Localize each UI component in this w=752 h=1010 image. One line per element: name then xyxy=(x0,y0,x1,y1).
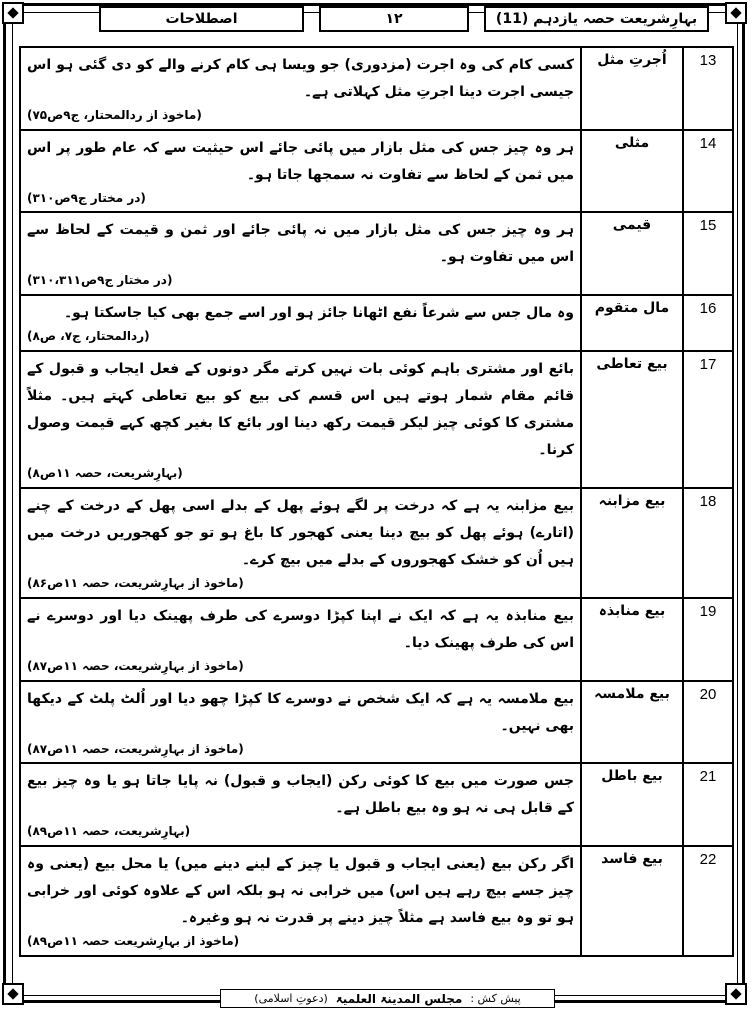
term-definition xyxy=(20,598,581,681)
table-row xyxy=(20,598,733,681)
terms-table xyxy=(19,46,734,957)
reference-citation: (ماخوذ از بہارِشریعت حصہ ۱۱ص۸۹) xyxy=(27,933,240,948)
row-number: 14 xyxy=(683,130,733,213)
table-row xyxy=(20,295,733,350)
reference-citation: (ماخوذ از بہارِشریعت، حصہ ۱۱ص۸۷) xyxy=(27,741,244,756)
term-name: مال متقوم xyxy=(581,295,683,350)
reference-citation: (در مختار ج۹ص۳۱۰) xyxy=(27,190,146,205)
definition-text: بیع منابذہ یہ ہے کہ ایک نے اپنا کپڑا دوسرے کی طرف پھینک دیا اور دوسرے نے اس کی طرف پھینک دیا۔ xyxy=(27,607,574,651)
definition-text: ہر وہ چیز جس کی مثل بازار میں پائی جائے اس حیثیت سے کہ عام طور پر اس میں ثمن کے لحاظ سے تفاوت نہ سمجھا جاتا ہو۔ xyxy=(27,139,574,183)
definition-text: بیع ملامسہ یہ ہے کہ ایک شخص نے دوسرے کا کپڑا چھو دیا اور اُلٹ پلٹ کے دیکھا بھی نہیں۔ xyxy=(27,690,574,734)
table-row xyxy=(20,130,733,213)
table-row xyxy=(20,763,733,846)
reference-citation: (بہارِشریعت، حصہ ۱۱ص۸) xyxy=(27,465,183,480)
term-definition xyxy=(20,763,581,846)
term-definition xyxy=(20,212,581,295)
row-number: 17 xyxy=(683,351,733,488)
term-definition xyxy=(20,47,581,130)
reference-citation: (ماخوذ از بہارِشریعت، حصہ ۱۱ص۸۶) xyxy=(27,575,244,590)
row-number: 19 xyxy=(683,598,733,681)
term-name: بیع ملامسہ xyxy=(581,681,683,764)
table-row xyxy=(20,681,733,764)
term-name: اُجرتِ مثل xyxy=(581,47,683,130)
term-name: بیع تعاطی xyxy=(581,351,683,488)
definition-text: وہ مال جس سے شرعاً نفع اٹھانا جائز ہو اور اسے جمع بھی کیا جاسکتا ہو۔ xyxy=(63,305,574,322)
row-number: 13 xyxy=(683,47,733,130)
row-number: 15 xyxy=(683,212,733,295)
term-definition xyxy=(20,681,581,764)
page-number: ۱۲ xyxy=(319,6,469,32)
definition-text: ہر وہ چیز جس کی مثل بازار میں نہ پائی جائے اور ثمن و قیمت کے لحاظ سے اس میں تفاوت ہو۔ xyxy=(27,222,574,266)
table-row xyxy=(20,351,733,488)
term-name: بیع فاسد xyxy=(581,846,683,956)
term-definition xyxy=(20,488,581,598)
term-name: مثلی xyxy=(581,130,683,213)
table-row xyxy=(20,212,733,295)
term-definition xyxy=(20,351,581,488)
corner-ornament-icon xyxy=(725,983,747,1005)
reference-citation: (ردالمحتار، ج۷، ص۸) xyxy=(27,329,150,344)
reference-citation: (ماخوذ از بہارِشریعت، حصہ ۱۱ص۸۷) xyxy=(27,658,244,673)
corner-ornament-icon xyxy=(725,2,747,24)
row-number: 22 xyxy=(683,846,733,956)
reference-citation: (در مختار ج۹ص۳۱۰،۳۱۱) xyxy=(27,273,173,288)
row-number: 16 xyxy=(683,295,733,350)
section-title: اصطلاحات xyxy=(99,6,304,32)
row-number: 18 xyxy=(683,488,733,598)
definition-text: اگر رکن بیع (یعنی ایجاب و قبول یا چیز کے لینے دینے میں) یا محل بیع (یعنی وہ چیز جسے بیچ رہے ہیں اس) میں خرابی نہ ہو بلکہ اس کے علاوہ کوئی اور خرابی ہو تو وہ بیع فاسد ہے مثلاً چیز دینے پر قدرت نہ ہو وغیرہ۔ xyxy=(27,855,574,926)
row-number: 21 xyxy=(683,763,733,846)
term-name: قیمی xyxy=(581,212,683,295)
term-name: بیع منابذہ xyxy=(581,598,683,681)
footer-prefix: پیش کش : xyxy=(470,992,521,1005)
definition-text: جس صورت میں بیع کا کوئی رکن (ایجاب و قبول) نہ پایا جاتا ہو یا وہ چیز بیع کے قابل ہی نہ ہو وہ بیع باطل ہے۔ xyxy=(27,773,574,817)
term-definition xyxy=(20,846,581,956)
definition-text: کسی کام کی وہ اجرت (مزدوری) جو ویسا ہی کام کرنے والے کو دی گئی ہو اس جیسی اجرت دینا اجرتِ مثل کہلاتی ہے۔ xyxy=(27,57,574,100)
table-row xyxy=(20,47,733,130)
footer-publisher: مجلس المدینۃ العلمیۃ xyxy=(335,991,463,1006)
term-definition xyxy=(20,130,581,213)
table-row xyxy=(20,488,733,598)
definition-text: بیع مزابنہ یہ ہے کہ درخت پر لگے ہوئے پھل کے بدلے اسی پھل کے درخت کے چنے (اتارے) ہوئے پھل کو بیچ دینا یعنی کھجور کا باغ ہو تو جو کھجوریں درخت میں ہیں اُن کو خشک کھجوروں کے بدلے میں بیچ کرے۔ xyxy=(27,497,574,568)
corner-ornament-icon xyxy=(2,2,24,24)
page-footer xyxy=(220,989,555,1008)
corner-ornament-icon xyxy=(2,983,24,1005)
footer-suffix: (دعوتِ اسلامی) xyxy=(254,992,328,1005)
page-header xyxy=(97,6,709,32)
book-title: بہارِشریعت حصہ یازدہم (11) xyxy=(484,6,709,32)
reference-citation: (بہارِشریعت، حصہ ۱۱ص۸۹) xyxy=(27,824,191,839)
reference-citation: (ماخوذ از ردالمحتار، ج۹ص۷۵) xyxy=(27,108,202,122)
row-number: 20 xyxy=(683,681,733,764)
table-row xyxy=(20,846,733,956)
term-name: بیع مزابنہ xyxy=(581,488,683,598)
term-name: بیع باطل xyxy=(581,763,683,846)
term-definition xyxy=(20,295,581,350)
definition-text: بائع اور مشتری باہم کوئی بات نہیں کرتے مگر دونوں کے فعل ایجاب و قبول کے قائم مقام شمار ہوتے ہیں اس قسم کی بیع کو بیع تعاطی کہتے ہیں۔ مثلاً مشتری کا کوئی چیز لیکر قیمت رکھ دینا اور بائع کا بغیر کچھ کہے قیمت وصول کرنا۔ xyxy=(27,360,574,458)
